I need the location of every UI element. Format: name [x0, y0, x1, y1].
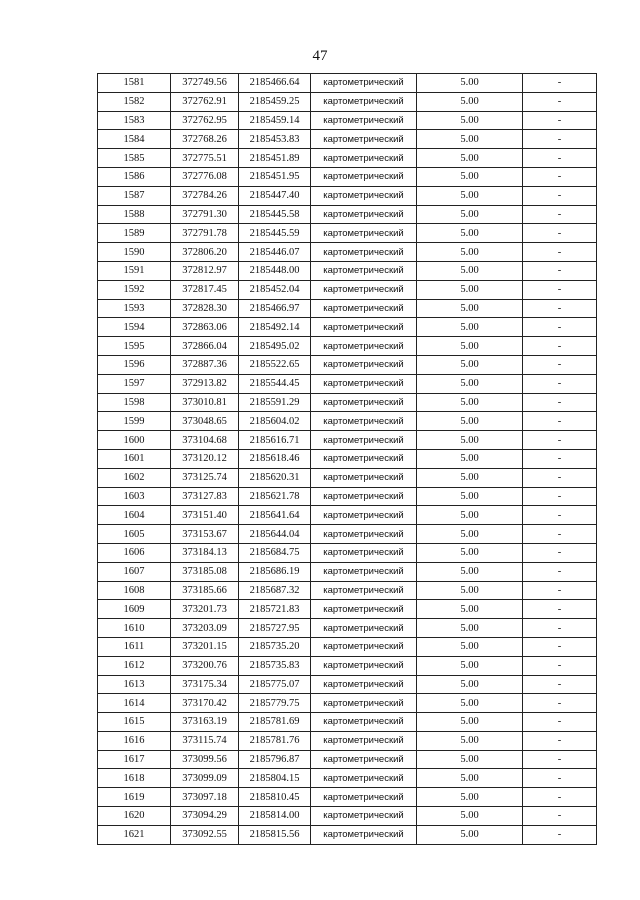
method-cell: картометрический	[311, 581, 417, 600]
extra-cell: -	[523, 431, 597, 450]
table-row	[98, 431, 597, 450]
table-row	[98, 675, 597, 694]
extra-cell: -	[523, 186, 597, 205]
x-coordinate-cell: 372791.78	[171, 224, 239, 243]
table-row	[98, 581, 597, 600]
table-row	[98, 186, 597, 205]
x-coordinate-cell: 372762.95	[171, 111, 239, 130]
method-cell: картометрический	[311, 807, 417, 826]
accuracy-cell: 5.00	[417, 261, 523, 280]
extra-cell: -	[523, 92, 597, 111]
point-number-cell: 1587	[98, 186, 171, 205]
extra-cell: -	[523, 675, 597, 694]
extra-cell: -	[523, 355, 597, 374]
accuracy-cell: 5.00	[417, 769, 523, 788]
accuracy-cell: 5.00	[417, 393, 523, 412]
point-number-cell: 1583	[98, 111, 171, 130]
x-coordinate-cell: 373097.18	[171, 788, 239, 807]
method-cell: картометрический	[311, 713, 417, 732]
extra-cell: -	[523, 412, 597, 431]
coordinates-table	[97, 73, 597, 845]
table-row	[98, 111, 597, 130]
point-number-cell: 1601	[98, 449, 171, 468]
x-coordinate-cell: 373185.66	[171, 581, 239, 600]
y-coordinate-cell: 2185796.87	[239, 750, 311, 769]
method-cell: картометрический	[311, 431, 417, 450]
extra-cell: -	[523, 506, 597, 525]
x-coordinate-cell: 373115.74	[171, 731, 239, 750]
method-cell: картометрический	[311, 92, 417, 111]
x-coordinate-cell: 373094.29	[171, 807, 239, 826]
x-coordinate-cell: 372887.36	[171, 355, 239, 374]
extra-cell: -	[523, 562, 597, 581]
y-coordinate-cell: 2185687.32	[239, 581, 311, 600]
accuracy-cell: 5.00	[417, 468, 523, 487]
table-row	[98, 750, 597, 769]
extra-cell: -	[523, 449, 597, 468]
x-coordinate-cell: 372768.26	[171, 130, 239, 149]
point-number-cell: 1603	[98, 487, 171, 506]
x-coordinate-cell: 373099.09	[171, 769, 239, 788]
x-coordinate-cell: 373175.34	[171, 675, 239, 694]
x-coordinate-cell: 373153.67	[171, 525, 239, 544]
y-coordinate-cell: 2185616.71	[239, 431, 311, 450]
y-coordinate-cell: 2185452.04	[239, 280, 311, 299]
x-coordinate-cell: 372866.04	[171, 337, 239, 356]
method-cell: картометрический	[311, 562, 417, 581]
x-coordinate-cell: 373125.74	[171, 468, 239, 487]
y-coordinate-cell: 2185810.45	[239, 788, 311, 807]
accuracy-cell: 5.00	[417, 412, 523, 431]
table-row	[98, 318, 597, 337]
extra-cell: -	[523, 581, 597, 600]
y-coordinate-cell: 2185781.69	[239, 713, 311, 732]
point-number-cell: 1607	[98, 562, 171, 581]
point-number-cell: 1597	[98, 374, 171, 393]
extra-cell: -	[523, 525, 597, 544]
y-coordinate-cell: 2185618.46	[239, 449, 311, 468]
x-coordinate-cell: 373201.73	[171, 600, 239, 619]
point-number-cell: 1604	[98, 506, 171, 525]
method-cell: картометрический	[311, 769, 417, 788]
x-coordinate-cell: 372784.26	[171, 186, 239, 205]
point-number-cell: 1606	[98, 543, 171, 562]
extra-cell: -	[523, 825, 597, 844]
table-row	[98, 412, 597, 431]
method-cell: картометрический	[311, 243, 417, 262]
y-coordinate-cell: 2185620.31	[239, 468, 311, 487]
point-number-cell: 1590	[98, 243, 171, 262]
point-number-cell: 1588	[98, 205, 171, 224]
point-number-cell: 1611	[98, 637, 171, 656]
point-number-cell: 1615	[98, 713, 171, 732]
accuracy-cell: 5.00	[417, 243, 523, 262]
point-number-cell: 1617	[98, 750, 171, 769]
y-coordinate-cell: 2185451.95	[239, 167, 311, 186]
extra-cell: -	[523, 694, 597, 713]
x-coordinate-cell: 373200.76	[171, 656, 239, 675]
point-number-cell: 1602	[98, 468, 171, 487]
accuracy-cell: 5.00	[417, 788, 523, 807]
extra-cell: -	[523, 111, 597, 130]
accuracy-cell: 5.00	[417, 807, 523, 826]
x-coordinate-cell: 373201.15	[171, 637, 239, 656]
table-row	[98, 506, 597, 525]
accuracy-cell: 5.00	[417, 149, 523, 168]
table-row	[98, 337, 597, 356]
table-row	[98, 130, 597, 149]
y-coordinate-cell: 2185814.00	[239, 807, 311, 826]
y-coordinate-cell: 2185459.14	[239, 111, 311, 130]
point-number-cell: 1610	[98, 619, 171, 638]
y-coordinate-cell: 2185459.25	[239, 92, 311, 111]
point-number-cell: 1605	[98, 525, 171, 544]
x-coordinate-cell: 373010.81	[171, 393, 239, 412]
accuracy-cell: 5.00	[417, 111, 523, 130]
method-cell: картометрический	[311, 374, 417, 393]
table-row	[98, 656, 597, 675]
table-row	[98, 769, 597, 788]
x-coordinate-cell: 373184.13	[171, 543, 239, 562]
accuracy-cell: 5.00	[417, 337, 523, 356]
y-coordinate-cell: 2185495.02	[239, 337, 311, 356]
point-number-cell: 1616	[98, 731, 171, 750]
extra-cell: -	[523, 205, 597, 224]
table-row	[98, 468, 597, 487]
x-coordinate-cell: 373048.65	[171, 412, 239, 431]
y-coordinate-cell: 2185448.00	[239, 261, 311, 280]
point-number-cell: 1592	[98, 280, 171, 299]
point-number-cell: 1619	[98, 788, 171, 807]
accuracy-cell: 5.00	[417, 656, 523, 675]
accuracy-cell: 5.00	[417, 581, 523, 600]
accuracy-cell: 5.00	[417, 543, 523, 562]
y-coordinate-cell: 2185621.78	[239, 487, 311, 506]
table-row	[98, 825, 597, 844]
point-number-cell: 1586	[98, 167, 171, 186]
method-cell: картометрический	[311, 675, 417, 694]
y-coordinate-cell: 2185775.07	[239, 675, 311, 694]
y-coordinate-cell: 2185446.07	[239, 243, 311, 262]
point-number-cell: 1612	[98, 656, 171, 675]
method-cell: картометрический	[311, 167, 417, 186]
table-row	[98, 280, 597, 299]
extra-cell: -	[523, 167, 597, 186]
accuracy-cell: 5.00	[417, 600, 523, 619]
y-coordinate-cell: 2185735.83	[239, 656, 311, 675]
x-coordinate-cell: 372913.82	[171, 374, 239, 393]
point-number-cell: 1582	[98, 92, 171, 111]
x-coordinate-cell: 372791.30	[171, 205, 239, 224]
point-number-cell: 1594	[98, 318, 171, 337]
extra-cell: -	[523, 374, 597, 393]
y-coordinate-cell: 2185721.83	[239, 600, 311, 619]
table-row	[98, 788, 597, 807]
x-coordinate-cell: 372863.06	[171, 318, 239, 337]
extra-cell: -	[523, 750, 597, 769]
accuracy-cell: 5.00	[417, 130, 523, 149]
extra-cell: -	[523, 656, 597, 675]
extra-cell: -	[523, 130, 597, 149]
point-number-cell: 1599	[98, 412, 171, 431]
extra-cell: -	[523, 299, 597, 318]
x-coordinate-cell: 373120.12	[171, 449, 239, 468]
coordinates-table-body	[98, 74, 597, 845]
accuracy-cell: 5.00	[417, 506, 523, 525]
method-cell: картометрический	[311, 788, 417, 807]
extra-cell: -	[523, 224, 597, 243]
table-row	[98, 600, 597, 619]
extra-cell: -	[523, 713, 597, 732]
method-cell: картометрический	[311, 468, 417, 487]
method-cell: картометрический	[311, 224, 417, 243]
x-coordinate-cell: 373170.42	[171, 694, 239, 713]
extra-cell: -	[523, 468, 597, 487]
table-row	[98, 393, 597, 412]
method-cell: картометрический	[311, 299, 417, 318]
y-coordinate-cell: 2185445.58	[239, 205, 311, 224]
table-row	[98, 525, 597, 544]
table-row	[98, 149, 597, 168]
y-coordinate-cell: 2185522.65	[239, 355, 311, 374]
method-cell: картометрический	[311, 750, 417, 769]
extra-cell: -	[523, 337, 597, 356]
x-coordinate-cell: 373185.08	[171, 562, 239, 581]
table-row	[98, 205, 597, 224]
y-coordinate-cell: 2185466.64	[239, 74, 311, 93]
method-cell: картометрический	[311, 111, 417, 130]
x-coordinate-cell: 372775.51	[171, 149, 239, 168]
method-cell: картометрический	[311, 261, 417, 280]
table-row	[98, 543, 597, 562]
accuracy-cell: 5.00	[417, 487, 523, 506]
y-coordinate-cell: 2185815.56	[239, 825, 311, 844]
accuracy-cell: 5.00	[417, 186, 523, 205]
y-coordinate-cell: 2185604.02	[239, 412, 311, 431]
extra-cell: -	[523, 487, 597, 506]
method-cell: картометрический	[311, 694, 417, 713]
y-coordinate-cell: 2185804.15	[239, 769, 311, 788]
y-coordinate-cell: 2185591.29	[239, 393, 311, 412]
point-number-cell: 1618	[98, 769, 171, 788]
table-row	[98, 224, 597, 243]
point-number-cell: 1584	[98, 130, 171, 149]
point-number-cell: 1613	[98, 675, 171, 694]
extra-cell: -	[523, 600, 597, 619]
accuracy-cell: 5.00	[417, 318, 523, 337]
y-coordinate-cell: 2185727.95	[239, 619, 311, 638]
table-row	[98, 261, 597, 280]
y-coordinate-cell: 2185447.40	[239, 186, 311, 205]
point-number-cell: 1581	[98, 74, 171, 93]
accuracy-cell: 5.00	[417, 224, 523, 243]
accuracy-cell: 5.00	[417, 167, 523, 186]
x-coordinate-cell: 373203.09	[171, 619, 239, 638]
extra-cell: -	[523, 731, 597, 750]
method-cell: картометрический	[311, 543, 417, 562]
extra-cell: -	[523, 318, 597, 337]
x-coordinate-cell: 372749.56	[171, 74, 239, 93]
extra-cell: -	[523, 243, 597, 262]
accuracy-cell: 5.00	[417, 280, 523, 299]
point-number-cell: 1595	[98, 337, 171, 356]
method-cell: картометрический	[311, 619, 417, 638]
y-coordinate-cell: 2185781.76	[239, 731, 311, 750]
table-row	[98, 449, 597, 468]
method-cell: картометрический	[311, 637, 417, 656]
point-number-cell: 1609	[98, 600, 171, 619]
page-number: 47	[312, 48, 328, 64]
extra-cell: -	[523, 74, 597, 93]
y-coordinate-cell: 2185453.83	[239, 130, 311, 149]
accuracy-cell: 5.00	[417, 205, 523, 224]
accuracy-cell: 5.00	[417, 431, 523, 450]
method-cell: картометрический	[311, 656, 417, 675]
extra-cell: -	[523, 769, 597, 788]
y-coordinate-cell: 2185445.59	[239, 224, 311, 243]
extra-cell: -	[523, 393, 597, 412]
y-coordinate-cell: 2185466.97	[239, 299, 311, 318]
accuracy-cell: 5.00	[417, 562, 523, 581]
x-coordinate-cell: 372817.45	[171, 280, 239, 299]
accuracy-cell: 5.00	[417, 619, 523, 638]
accuracy-cell: 5.00	[417, 637, 523, 656]
point-number-cell: 1600	[98, 431, 171, 450]
extra-cell: -	[523, 788, 597, 807]
table-row	[98, 167, 597, 186]
method-cell: картометрический	[311, 337, 417, 356]
method-cell: картометрический	[311, 318, 417, 337]
point-number-cell: 1621	[98, 825, 171, 844]
x-coordinate-cell: 373092.55	[171, 825, 239, 844]
y-coordinate-cell: 2185492.14	[239, 318, 311, 337]
y-coordinate-cell: 2185451.89	[239, 149, 311, 168]
accuracy-cell: 5.00	[417, 750, 523, 769]
y-coordinate-cell: 2185544.45	[239, 374, 311, 393]
extra-cell: -	[523, 543, 597, 562]
table-row	[98, 355, 597, 374]
method-cell: картометрический	[311, 506, 417, 525]
point-number-cell: 1608	[98, 581, 171, 600]
point-number-cell: 1593	[98, 299, 171, 318]
y-coordinate-cell: 2185779.75	[239, 694, 311, 713]
accuracy-cell: 5.00	[417, 449, 523, 468]
x-coordinate-cell: 372762.91	[171, 92, 239, 111]
table-row	[98, 74, 597, 93]
table-row	[98, 562, 597, 581]
table-row	[98, 92, 597, 111]
x-coordinate-cell: 372776.08	[171, 167, 239, 186]
method-cell: картометрический	[311, 412, 417, 431]
extra-cell: -	[523, 261, 597, 280]
extra-cell: -	[523, 637, 597, 656]
accuracy-cell: 5.00	[417, 675, 523, 694]
accuracy-cell: 5.00	[417, 74, 523, 93]
point-number-cell: 1596	[98, 355, 171, 374]
method-cell: картометрический	[311, 487, 417, 506]
accuracy-cell: 5.00	[417, 694, 523, 713]
method-cell: картометрический	[311, 393, 417, 412]
x-coordinate-cell: 372806.20	[171, 243, 239, 262]
method-cell: картометрический	[311, 355, 417, 374]
method-cell: картометрический	[311, 280, 417, 299]
table-row	[98, 694, 597, 713]
extra-cell: -	[523, 280, 597, 299]
accuracy-cell: 5.00	[417, 355, 523, 374]
point-number-cell: 1591	[98, 261, 171, 280]
method-cell: картометрический	[311, 149, 417, 168]
y-coordinate-cell: 2185735.20	[239, 637, 311, 656]
table-row	[98, 619, 597, 638]
y-coordinate-cell: 2185686.19	[239, 562, 311, 581]
x-coordinate-cell: 373163.19	[171, 713, 239, 732]
method-cell: картометрический	[311, 731, 417, 750]
y-coordinate-cell: 2185644.04	[239, 525, 311, 544]
y-coordinate-cell: 2185641.64	[239, 506, 311, 525]
method-cell: картометрический	[311, 186, 417, 205]
y-coordinate-cell: 2185684.75	[239, 543, 311, 562]
method-cell: картометрический	[311, 525, 417, 544]
table-row	[98, 487, 597, 506]
extra-cell: -	[523, 149, 597, 168]
point-number-cell: 1589	[98, 224, 171, 243]
point-number-cell: 1585	[98, 149, 171, 168]
method-cell: картометрический	[311, 130, 417, 149]
point-number-cell: 1620	[98, 807, 171, 826]
accuracy-cell: 5.00	[417, 713, 523, 732]
method-cell: картометрический	[311, 74, 417, 93]
point-number-cell: 1598	[98, 393, 171, 412]
table-row	[98, 807, 597, 826]
method-cell: картометрический	[311, 825, 417, 844]
accuracy-cell: 5.00	[417, 731, 523, 750]
x-coordinate-cell: 373104.68	[171, 431, 239, 450]
accuracy-cell: 5.00	[417, 92, 523, 111]
x-coordinate-cell: 373127.83	[171, 487, 239, 506]
extra-cell: -	[523, 619, 597, 638]
method-cell: картометрический	[311, 205, 417, 224]
accuracy-cell: 5.00	[417, 525, 523, 544]
x-coordinate-cell: 373151.40	[171, 506, 239, 525]
point-number-cell: 1614	[98, 694, 171, 713]
method-cell: картометрический	[311, 600, 417, 619]
table-row	[98, 299, 597, 318]
table-row	[98, 713, 597, 732]
table-row	[98, 243, 597, 262]
table-row	[98, 374, 597, 393]
x-coordinate-cell: 372812.97	[171, 261, 239, 280]
x-coordinate-cell: 373099.56	[171, 750, 239, 769]
method-cell: картометрический	[311, 449, 417, 468]
accuracy-cell: 5.00	[417, 299, 523, 318]
table-row	[98, 731, 597, 750]
table-row	[98, 637, 597, 656]
extra-cell: -	[523, 807, 597, 826]
accuracy-cell: 5.00	[417, 825, 523, 844]
accuracy-cell: 5.00	[417, 374, 523, 393]
x-coordinate-cell: 372828.30	[171, 299, 239, 318]
